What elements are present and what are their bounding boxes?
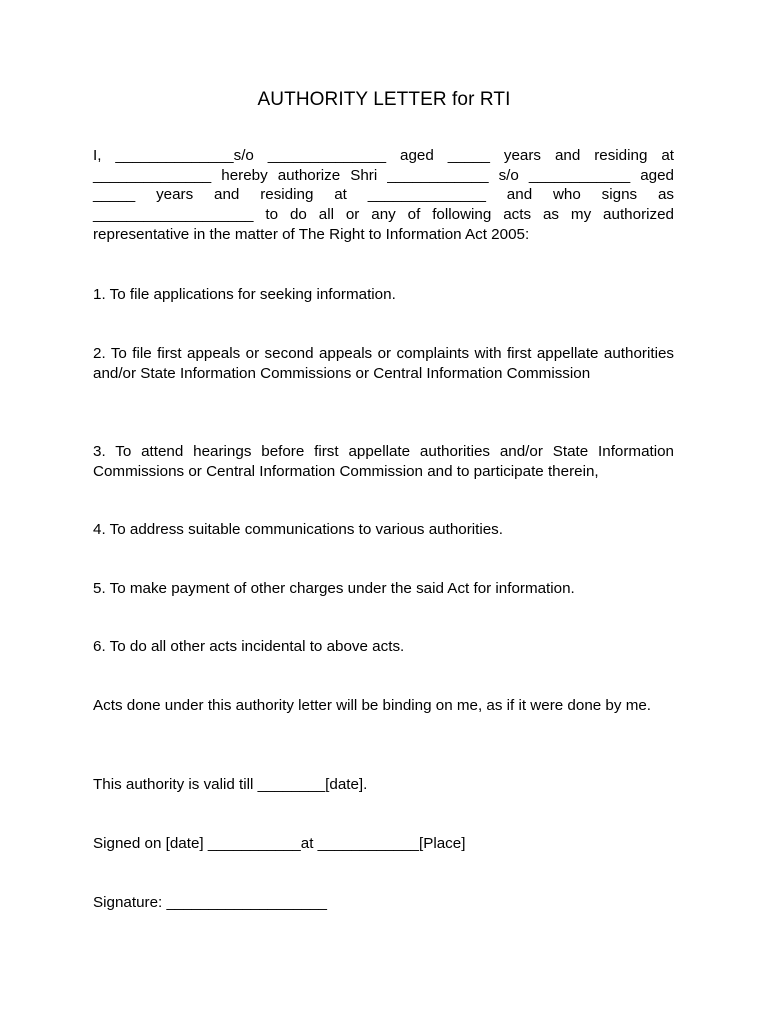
list-item-6: 6. To do all other acts incidental to above acts. — [93, 638, 405, 655]
list-item-1: 1. To file applications for seeking information. — [93, 286, 396, 303]
signed-on-line: Signed on [date] ___________at ____________[Place] — [93, 835, 466, 852]
signature-line: Signature: ___________________ — [93, 894, 327, 911]
list-item-3: 3. To attend hearings before first appellate authorities and/or State Information Commissions or Central Information Commission and to participate therein, — [93, 443, 674, 480]
list-item-4: 4. To address suitable communications to various authorities. — [93, 521, 503, 538]
document-title: AUTHORITY LETTER for RTI — [257, 89, 511, 110]
intro-paragraph: I, ______________s/o ______________ aged _____ years and residing at ______________ hereby authorize Shri ____________ s/o ____________ aged _____ years and residing at ______________ and who signs as ___________________ to do all or any of following acts as my authorized representative in the matter of The Right to Information Act 2005: — [93, 147, 674, 243]
list-item-5: 5. To make payment of other charges under the said Act for information. — [93, 580, 575, 597]
validity-line: This authority is valid till ________[date]. — [93, 776, 368, 793]
binding-clause: Acts done under this authority letter will be binding on me, as if it were done by me. — [93, 697, 652, 714]
list-item-2: 2. To file first appeals or second appeals or complaints with first appellate authorities and/or State Information Commissions or Central Information Commission — [93, 345, 674, 382]
